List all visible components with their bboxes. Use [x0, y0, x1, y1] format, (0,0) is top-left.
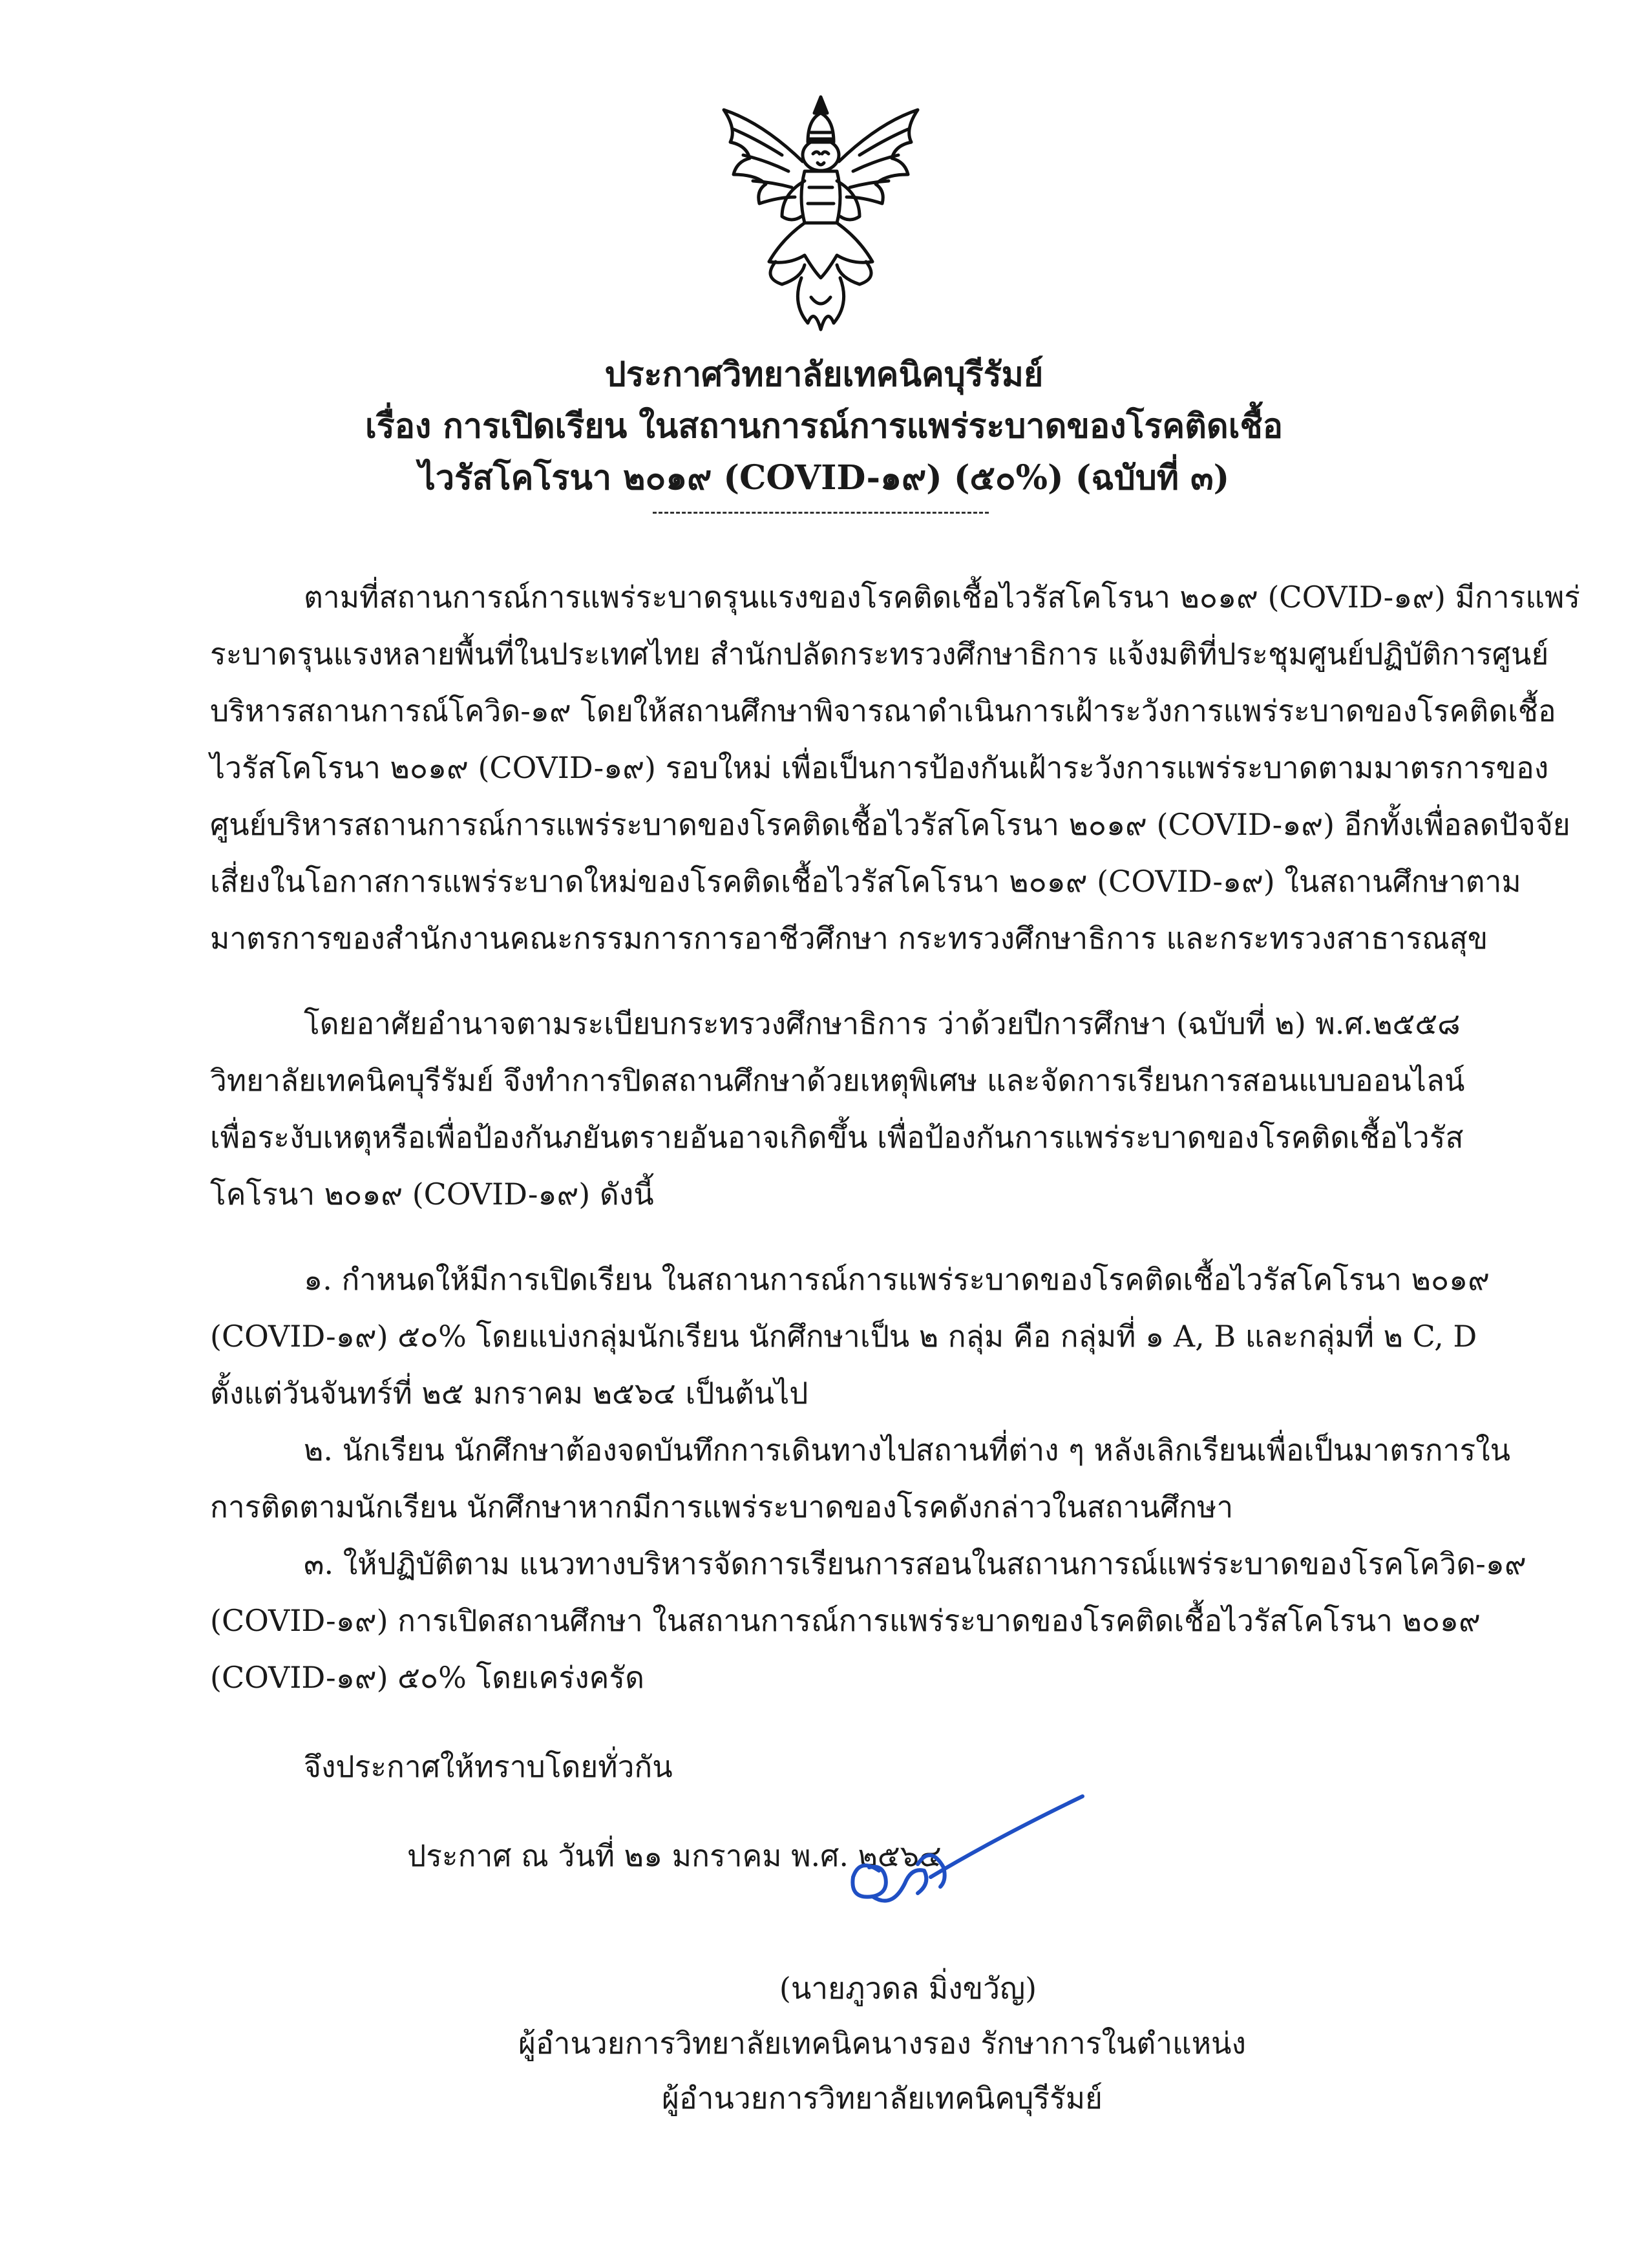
title-divider: [653, 512, 989, 514]
list-item-2: [210, 1422, 1511, 1535]
text-line: วิทยาลัยเทคนิคบุรีรัมย์ จึงทำการปิดสถานศึกษาด้วยเหตุพิเศษ และจัดการเรียนการสอนแบบออนไลน์: [210, 1063, 1465, 1098]
signer-position-continued: ผู้อำนวยการวิทยาลัยเทคนิคบุรีรัมย์: [661, 2081, 1103, 2116]
announcement-subject: เรื่อง การเปิดเรียน ในสถานการณ์การแพร่ระบาดของโรคติดเชื้อ: [365, 406, 1283, 446]
text-line: ไวรัสโคโรนา ๒๐๑๙ (COVID-๑๙) รอบใหม่ เพื่อเป็นการป้องกันเฝ้าระวังการแพร่ระบาดตามมาตรการของ: [210, 750, 1549, 785]
text-line: (COVID-๑๙) ๕๐% โดยแบ่งกลุ่มนักเรียน นักศึกษาเป็น ๒ กลุ่ม คือ กลุ่มที่ ๑ A, B และกลุ่มที่ ๒ C, D: [210, 1319, 1477, 1354]
announcement-subject-continued: ไวรัสโคโรนา ๒๐๑๙ (COVID-๑๙) (๕๐%) (ฉบับที่ ๓): [418, 458, 1230, 498]
text-line: (COVID-๑๙) การเปิดสถานศึกษา ในสถานการณ์การแพร่ระบาดของโรคติดเชื้อไวรัสโคโรนา ๒๐๑๙: [210, 1603, 1481, 1638]
text-line: การติดตามนักเรียน นักศึกษาหากมีการแพร่ระบาดของโรคดังกล่าวในสถานศึกษา: [210, 1489, 1234, 1524]
signer-position: ผู้อำนวยการวิทยาลัยเทคนิคนางรอง รักษาการในตำแหน่ง: [518, 2026, 1246, 2061]
text-line: ศูนย์บริหารสถานการณ์การแพร่ระบาดของโรคติดเชื้อไวรัสโคโรนา ๒๐๑๙ (COVID-๑๙) อีกทั้งเพื่อลดปัจจัย: [210, 807, 1570, 842]
text-line: ตามที่สถานการณ์การแพร่ระบาดรุนแรงของโรคติดเชื้อไวรัสโคโรนา ๒๐๑๙ (COVID-๑๙) มีการแพร่: [304, 580, 1581, 614]
announcement-title: ประกาศวิทยาลัยเทคนิคบุรีรัมย์: [604, 355, 1044, 394]
closing-statement: จึงประกาศให้ทราบโดยทั่วกัน: [304, 1749, 673, 1784]
text-line: เพื่อระงับเหตุหรือเพื่อป้องกันภยันตรายอันอาจเกิดขึ้น เพื่อป้องกันการแพร่ระบาดของโรคติดเชื้อไวรัส: [210, 1120, 1464, 1155]
handwritten-signature: [834, 1787, 1086, 1922]
announcement-date: ประกาศ ณ วันที่ ๒๑ มกราคม พ.ศ. ๒๕๖๔: [407, 1838, 942, 1873]
list-item-1: [210, 1251, 1490, 1422]
announcement-title-block: [0, 349, 1648, 504]
text-line: โดยอาศัยอำนาจตามระเบียบกระทรวงศึกษาธิการ ว่าด้วยปีการศึกษา (ฉบับที่ ๒) พ.ศ.๒๕๕๘: [304, 1006, 1461, 1041]
signer-name: (นายภูวดล มิ่งขวัญ): [779, 1971, 1037, 2006]
announcement-body: [210, 569, 1581, 1884]
paragraph-authority: [210, 995, 1465, 1223]
signer-block: [0, 1961, 1648, 2126]
garuda-emblem-icon: [685, 84, 956, 355]
text-line: ๑. กำหนดให้มีการเปิดเรียน ในสถานการณ์การแพร่ระบาดของโรคติดเชื้อไวรัสโคโรนา ๒๐๑๙: [304, 1262, 1490, 1297]
text-line: ตั้งแต่วันจันทร์ที่ ๒๕ มกราคม ๒๕๖๔ เป็นต้นไป: [210, 1376, 808, 1411]
text-line: ระบาดรุนแรงหลายพื้นที่ในประเทศไทย สำนักปลัดกระทรวงศึกษาธิการ แจ้งมติที่ประชุมศูนย์ปฏิบัติการศูนย์: [210, 636, 1549, 671]
text-line: บริหารสถานการณ์โควิด-๑๙ โดยให้สถานศึกษาพิจารณาดำเนินการเฝ้าระวังการแพร่ระบาดของโรคติดเชื้อ: [210, 693, 1556, 728]
text-line: ๒. นักเรียน นักศึกษาต้องจดบันทึกการเดินทางไปสถานที่ต่าง ๆ หลังเลิกเรียนเพื่อเป็นมาตรการใน: [304, 1433, 1511, 1467]
list-item-3: [210, 1535, 1527, 1706]
text-line: เสี่ยงในโอกาสการแพร่ระบาดใหม่ของโรคติดเชื้อไวรัสโคโรนา ๒๐๑๙ (COVID-๑๙) ในสถานศึกษาตาม: [210, 864, 1521, 899]
text-line: (COVID-๑๙) ๕๐% โดยเคร่งครัด: [210, 1660, 644, 1695]
text-line: มาตรการของสำนักงานคณะกรรมการการอาชีวศึกษา กระทรวงศึกษาธิการ และกระทรวงสาธารณสุข: [210, 921, 1488, 956]
text-line: โคโรนา ๒๐๑๙ (COVID-๑๙) ดังนี้: [210, 1177, 654, 1212]
paragraph-background: [210, 569, 1581, 967]
text-line: ๓. ให้ปฏิบัติตาม แนวทางบริหารจัดการเรียนการสอนในสถานการณ์แพร่ระบาดของโรคโควิด-๑๙: [304, 1546, 1527, 1581]
